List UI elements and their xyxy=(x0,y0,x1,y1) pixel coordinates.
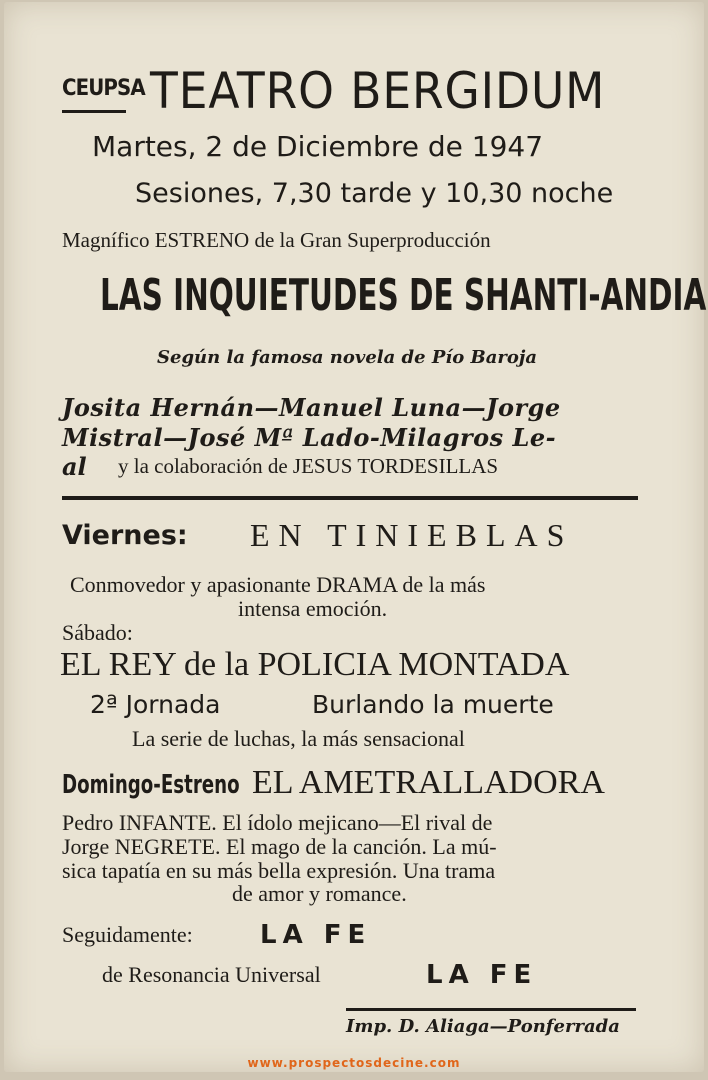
premiere-source: Según la famosa novela de Pío Baroja xyxy=(157,347,538,368)
session-times: Sesiones, 7,30 tarde y 10,30 noche xyxy=(135,178,614,209)
sunday-desc-4: de amor y romance. xyxy=(232,881,407,906)
section-divider xyxy=(62,496,638,500)
friday-desc-1: Conmovedor y apasionante DRAMA de la más xyxy=(70,572,486,597)
following-label: Seguidamente: xyxy=(62,922,193,947)
premiere-title: LAS INQUIETUDES DE SHANTI-ANDIA xyxy=(100,270,707,321)
sunday-label: Domingo-Estreno xyxy=(62,770,240,800)
following-title: LA FE xyxy=(260,920,372,950)
following-line2-title: LA FE xyxy=(426,960,538,990)
company-logo: CEUPSA xyxy=(62,76,145,101)
saturday-label: Sábado: xyxy=(62,620,133,645)
cast-line-1: Josita Hernán—Manuel Luna—Jorge xyxy=(62,393,561,422)
sunday-desc-2: Jorge NEGRETE. El mago de la canción. La mú- xyxy=(62,834,497,859)
watermark-url[interactable]: www.prospectosdecine.com xyxy=(247,1056,461,1070)
sunday-desc-3: sica tapatía en su más bella expresión. Una trama xyxy=(62,858,496,883)
cast-line-3-start: al xyxy=(62,452,87,481)
cast-line-3-rest: y la colaboración de JESUS TORDESILLAS xyxy=(118,454,499,478)
saturday-title: EL REY de la POLICIA MONTADA xyxy=(60,646,570,683)
printer-rule xyxy=(346,1008,636,1011)
show-date: Martes, 2 de Diciembre de 1947 xyxy=(92,130,544,163)
printer-credit: Imp. D. Aliaga—Ponferrada xyxy=(346,1016,620,1037)
premiere-intro: Magnífico ESTRENO de la Gran Superproducción xyxy=(62,228,491,252)
company-underline xyxy=(62,110,126,113)
cast-line-2: Mistral—José Mª Lado-Milagros Le- xyxy=(62,423,557,452)
theatre-name: TEATRO BERGIDUM xyxy=(150,62,606,120)
friday-title: EN TINIEBLAS xyxy=(250,517,574,553)
sunday-desc-1: Pedro INFANTE. El ídolo mejicano—El rival de xyxy=(62,810,493,835)
saturday-episode: 2ª Jornada xyxy=(90,690,221,719)
sunday-title: EL AMETRALLADORA xyxy=(252,764,605,801)
friday-desc-2: intensa emoción. xyxy=(238,596,388,621)
saturday-desc: La serie de luchas, la más sensacional xyxy=(132,726,465,751)
friday-label: Viernes: xyxy=(62,520,188,551)
saturday-subtitle: Burlando la muerte xyxy=(312,690,554,719)
following-line2-text: de Resonancia Universal xyxy=(102,962,321,987)
